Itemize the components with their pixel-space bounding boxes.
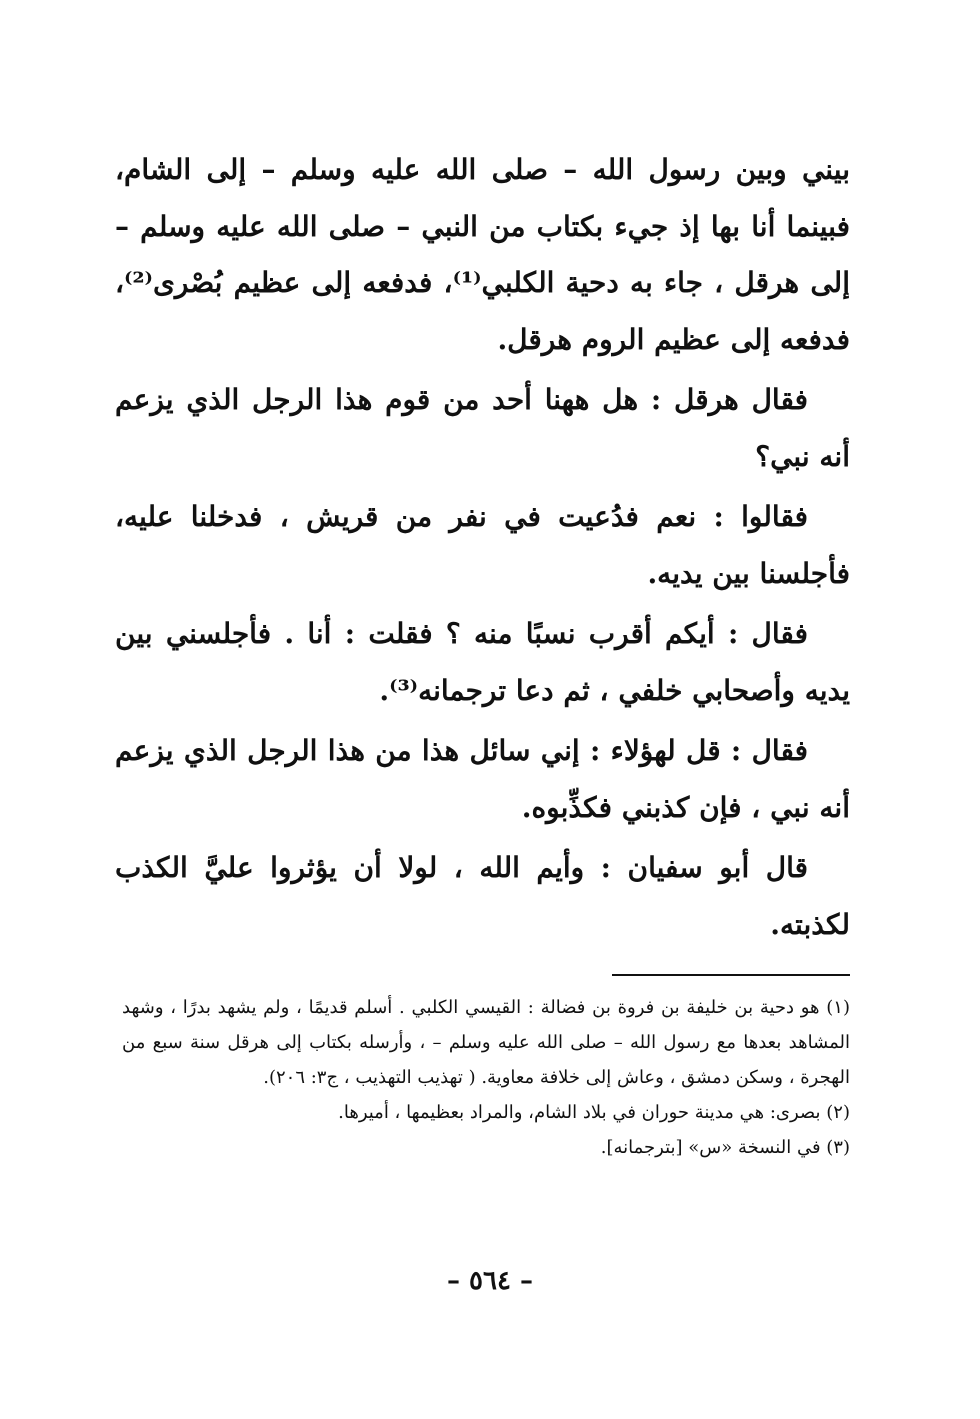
footnote: (٢) بصرى: هي مدينة حوران في بلاد الشام، والمراد بعظيمها ، أميرها. <box>338 1102 850 1123</box>
footnote: (٣) في النسخة «س» [بترجمانه]. <box>600 1137 850 1158</box>
paragraph: فقال هرقل : هل ههنا أحد من قوم هذا الرجل الذي يزعم أنه نبي؟ <box>115 383 850 473</box>
footnote: (١) هو دحية بن خليفة بن فروة بن فضالة : القيسي الكلبي . أسلم قديمًا ، ولم يشهد بدرًا ، وشهد المشاهد بعدها مع رسول الله – صلى الله عليه وسلم – ، وأرسله بكتاب إلى هرقل سنة سبع من الهجرة ، وسكن دمشق ، وعاش إلى خلافة معاوية. ( تهذيب التهذيب ، ج٣: ٢٠٦). <box>122 997 850 1088</box>
footnote-divider <box>612 974 850 976</box>
paragraph: فقال : قل لهؤلاء : إني سائل هذا من هذا الرجل الذي يزعم أنه نبي ، فإن كذبني فكذِّبوه. <box>115 734 850 824</box>
footnotes <box>122 990 850 1165</box>
main-text <box>115 142 850 957</box>
paragraph: فقال : أيكم أقرب نسبًا منه ؟ فقلت : أنا . فأجلسني بين يديه وأصحابي خلفي ، ثم دعا ترجمانه⁽³⁾. <box>115 617 850 707</box>
page-number: – ٥٦٤ – <box>446 1266 534 1296</box>
paragraph: فقالوا : نعم فدُعيت في نفر من قريش ، فدخلنا عليه، فأجلسنا بين يديه. <box>115 500 850 590</box>
paragraph: قال أبو سفيان : وأيم الله ، لولا أن يؤثروا عليَّ الكذب لكذبته. <box>115 851 850 941</box>
paragraph: بيني وبين رسول الله – صلى الله عليه وسلم – إلى الشام، فبينما أنا بها إذ جيء بكتاب من النبي – صلى الله عليه وسلم – إلى هرقل ، جاء به دحية الكلبي⁽¹⁾، فدفعه إلى عظيم بُصْرى⁽²⁾، فدفعه إلى عظيم الروم هرقل. <box>115 153 850 356</box>
